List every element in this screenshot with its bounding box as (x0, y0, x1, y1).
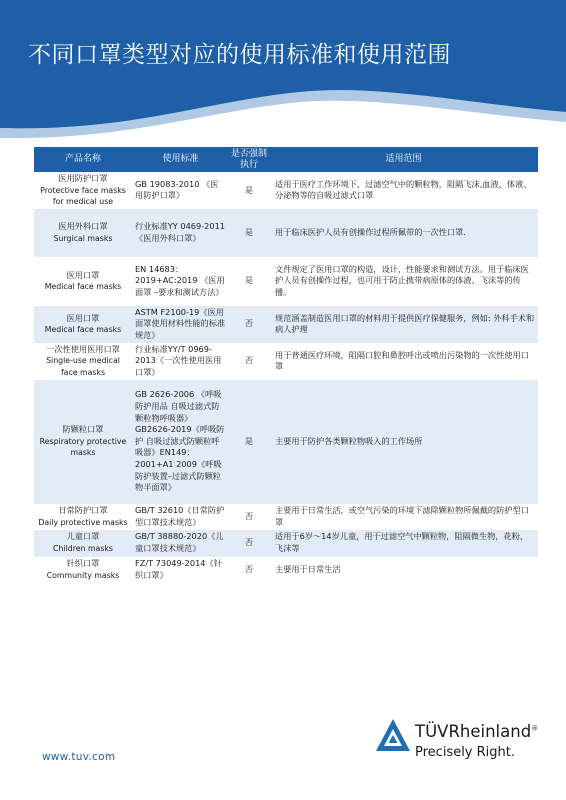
name-cn: 医用口罩 (66, 312, 100, 323)
registered-mark: ® (531, 724, 539, 733)
cell-standard: 行业标准YY/T 0969-2013《一次性使用医用口罩》 (135, 343, 222, 377)
cell-scope: 适用于6岁～14岁儿童，用于过滤空气中颗粒物，阻隔微生物，花粉，飞沫等 (269, 530, 538, 557)
table-row (34, 380, 538, 504)
footer-website-link[interactable]: www.tuv.com (42, 751, 116, 763)
cell-scope: 文件规定了医用口罩的构造，设计，性能要求和测试方法。用于临床医护人员有创操作过程，也可用于防止携带病原体的体液、飞沫等的传播。 (275, 263, 529, 298)
column-header-scope: 适用范围 (269, 147, 538, 172)
name-cn: 医用防护口罩 (58, 173, 108, 183)
cell-standard: GB 2626-2006 《呼吸防护用品 自吸过滤式防颗粒物呼吸器》GB2626-2019《呼吸防护 自吸过滤式防颗粒呼吸器》EN149：2001+A1 2009《呼吸防护装置–过滤式防颗粒物半面罩》 (132, 380, 229, 504)
name-cn: 日常防护口罩 (58, 504, 108, 515)
name-cn: 防颗粒口罩 (62, 424, 104, 435)
brand-name (415, 722, 538, 741)
name-en: Respiratory protective masks (39, 436, 127, 458)
name-en: Surgical masks (53, 233, 113, 243)
cell-standard: GB/T 32610《日常防护型口罩技术规范》 (135, 504, 225, 527)
column-header-mandatory (229, 147, 269, 172)
cell-name (34, 530, 132, 557)
cell-mandatory: 否 (244, 564, 254, 575)
table-row (34, 209, 538, 257)
column-header-standard: 使用标准 (132, 147, 229, 172)
name-cn: 医用外科口罩 (58, 221, 108, 232)
cell-mandatory: 是 (229, 209, 269, 257)
cell-standard: EN 14683：2019+AC:2019 《医用面罩 –要求和测试方法》 (135, 263, 225, 298)
name-cn: 儿童口罩 (66, 531, 100, 542)
table-row (34, 306, 538, 343)
cell-scope: 主要用于防护各类颗粒物吸入的工作场所 (269, 380, 538, 504)
cell-scope: 规范涵盖制造医用口罩的材料用于提供医疗保健服务，例如: 外科手术和病人护理 (269, 306, 538, 343)
table-row (34, 504, 538, 530)
mask-standards-table (34, 147, 538, 584)
cell-standard: FZ/T 73049-2014《针织口罩》 (135, 558, 222, 581)
name-cn: 医用口罩 (66, 269, 100, 280)
cell-name (34, 257, 132, 306)
name-en: Daily protective masks (38, 517, 128, 527)
table-row (34, 343, 538, 380)
page-title: 不同口罩类型对应的使用标准和使用范围 (28, 42, 451, 68)
column-header-name: 产品名称 (34, 147, 132, 172)
cell-mandatory: 否 (229, 306, 269, 343)
cell-name (34, 209, 132, 257)
cell-scope: 用于普通医疗环境，阻隔口腔和鼻腔呼出或喷出污染物的一次性使用口罩 (275, 349, 529, 372)
name-en: Children masks (53, 544, 113, 554)
cell-mandatory: 否 (229, 530, 269, 557)
cell-standard: 行业标准YY 0469-2011《医用外科口罩》 (132, 209, 229, 257)
cell-name (34, 306, 132, 343)
header-wave-banner (0, 0, 566, 150)
cell-mandatory: 是 (229, 380, 269, 504)
cell-standard: GB 19083-2010 《医用防护口罩》 (135, 178, 219, 201)
cell-name (34, 557, 132, 584)
brand-tagline: Precisely Right. (415, 745, 516, 760)
table-row (34, 257, 538, 306)
column-header-mandatory-line1: 是否强制 (231, 148, 268, 159)
name-en: Community masks (46, 571, 120, 581)
table-header-row (34, 147, 538, 172)
cell-mandatory: 否 (244, 355, 254, 366)
column-header-mandatory-line2: 执行 (239, 159, 258, 170)
tuv-rheinland-logo (375, 716, 545, 766)
brand-text: TÜVRheinland (415, 722, 532, 741)
name-cn: 针织口罩 (66, 558, 100, 569)
cell-name (34, 380, 132, 504)
cell-name (34, 343, 132, 380)
table-row (34, 557, 538, 584)
name-en: Protective face masks for medical use (40, 185, 126, 207)
table-row (34, 530, 538, 557)
name-en: Single-use medical face masks (46, 356, 120, 377)
cell-scope: 用于临床医护人员有创操作过程所佩带的一次性口罩. (269, 209, 538, 257)
table-row (34, 172, 538, 209)
cell-mandatory: 是 (244, 275, 254, 286)
cell-scope: 适用于医疗工作环境下，过滤空气中的颗粒物，阻隔飞沫,血液，体液、分泌物等的自吸过滤式口罩 (275, 178, 532, 201)
cell-scope: 主要用于日常生活 (275, 564, 341, 575)
cell-mandatory: 是 (244, 184, 254, 195)
name-cn: 一次性使用医用口罩 (46, 343, 120, 354)
cell-standard: ASTM F2100-19《医用面罩使用材料性能的标准规范》 (132, 306, 229, 343)
cell-scope: 主要用于日常生活，或空气污染的环境下滤除颗粒物所佩戴的防护型口罩 (275, 504, 529, 527)
cell-standard: GB/T 38880-2020《儿童口罩技术规范》 (132, 530, 229, 557)
name-en: Medical face masks (44, 282, 122, 292)
cell-mandatory: 否 (244, 510, 254, 521)
name-en: Medical face masks (44, 325, 122, 335)
tuv-triangle-icon (375, 718, 411, 752)
cell-name (34, 504, 132, 530)
cell-name (34, 172, 132, 209)
